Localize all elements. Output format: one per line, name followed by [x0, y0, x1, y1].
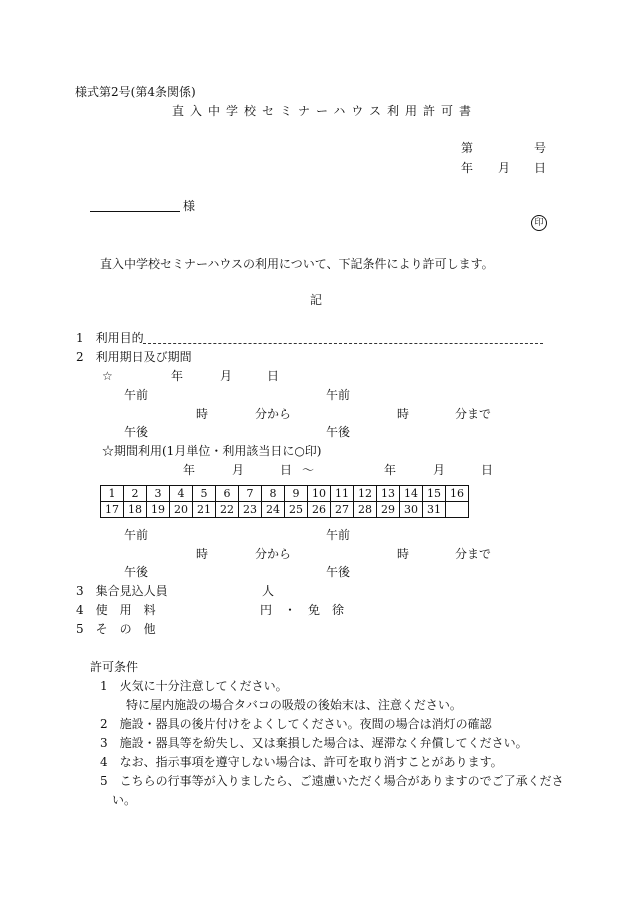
day-cell[interactable]: 31 [423, 502, 446, 518]
day-cell[interactable]: 12 [354, 486, 377, 502]
range-tilde: ～ [302, 463, 315, 477]
day-selection-table [100, 485, 469, 518]
hour-right-2: 時 [397, 547, 410, 561]
am-right-2: 午前 [326, 528, 351, 542]
people-unit: 人 [262, 584, 275, 598]
from-label-2: 分から [255, 547, 292, 561]
date-year: 年 [461, 161, 474, 175]
addressee-suffix: 様 [183, 199, 196, 213]
range-day-start: 日 [280, 463, 293, 477]
day-cell[interactable]: 6 [216, 486, 239, 502]
day-cell[interactable]: 19 [147, 502, 170, 518]
day-cell[interactable]: 3 [147, 486, 170, 502]
fee-unit: 円 ・ 免 徐 [260, 603, 345, 617]
condition-3: 3 施設・器具等を紛失し、又は棄損した場合は、遅滞なく弁償してください。 [100, 736, 528, 750]
single-year: 年 [171, 369, 184, 383]
number-suffix: 号 [534, 141, 547, 155]
days-row-2 [101, 502, 469, 518]
condition-4: 4 なお、指示事項を遵守しない場合は、許可を取り消すことがあります。 [100, 755, 503, 769]
pm-right-1: 午後 [326, 425, 351, 439]
range-year-start: 年 [183, 463, 196, 477]
addressee-blank [90, 197, 180, 212]
day-cell[interactable]: 27 [331, 502, 354, 518]
hour-left-2: 時 [196, 547, 209, 561]
day-cell[interactable]: 14 [400, 486, 423, 502]
document-title: 直入中学校セミナーハウス利用許可書 [172, 104, 478, 118]
day-cell[interactable]: 21 [193, 502, 216, 518]
pm-left-2: 午後 [124, 565, 149, 579]
day-cell[interactable]: 30 [400, 502, 423, 518]
pm-right-2: 午後 [326, 565, 351, 579]
day-cell[interactable] [446, 502, 469, 518]
day-cell[interactable]: 28 [354, 502, 377, 518]
day-cell[interactable]: 18 [124, 502, 147, 518]
until-label-1: 分まで [455, 407, 492, 421]
item-period-label: 2 利用期日及び期間 [76, 350, 192, 364]
day-cell[interactable]: 29 [377, 502, 400, 518]
date-day: 日 [534, 161, 547, 175]
day-cell[interactable]: 16 [446, 486, 469, 502]
intro-text: 直入中学校セミナーハウスの利用について、下記条件により許可します。 [100, 257, 494, 271]
range-month-end: 月 [433, 463, 446, 477]
day-cell[interactable]: 17 [101, 502, 124, 518]
pm-left-1: 午後 [124, 425, 149, 439]
item-people-label: 3 集合見込人員 [76, 584, 168, 598]
day-cell[interactable]: 26 [308, 502, 331, 518]
day-cell[interactable]: 7 [239, 486, 262, 502]
day-cell[interactable]: 10 [308, 486, 331, 502]
am-left-1: 午前 [124, 388, 149, 402]
range-day-end: 日 [481, 463, 494, 477]
range-year-end: 年 [384, 463, 397, 477]
single-day: 日 [267, 369, 280, 383]
period-use-label: ☆期間利用(1月単位・利用該当日に○印) [102, 444, 322, 458]
form-number: 様式第2号(第4条関係) [75, 85, 196, 99]
single-month: 月 [220, 369, 233, 383]
item-other-label: 5 そ の 他 [76, 622, 156, 636]
day-cell[interactable]: 22 [216, 502, 239, 518]
day-cell[interactable]: 24 [262, 502, 285, 518]
item-fee-label: 4 使 用 料 [76, 603, 156, 617]
day-cell[interactable]: 8 [262, 486, 285, 502]
days-row-1 [101, 486, 469, 502]
seal-mark: 印 [531, 215, 547, 231]
condition-2: 2 施設・器具の後片付けをよくしてください。夜間の場合は消灯の確認 [100, 717, 492, 731]
day-cell[interactable]: 13 [377, 486, 400, 502]
until-label-2: 分まで [455, 547, 492, 561]
day-cell[interactable]: 4 [170, 486, 193, 502]
purpose-line [143, 331, 543, 344]
day-cell[interactable]: 5 [193, 486, 216, 502]
condition-5: 5 こちらの行事等が入りましたら、ご遠慮いただく場合がありますのでご了承くださ [100, 774, 564, 788]
item-purpose-label: 1 利用目的 [76, 331, 144, 345]
am-left-2: 午前 [124, 528, 149, 542]
number-prefix: 第 [461, 141, 474, 155]
am-right-1: 午前 [326, 388, 351, 402]
range-month-start: 月 [232, 463, 245, 477]
condition-1: 1 火気に十分注意してください。 [100, 679, 288, 693]
condition-1-note: 特に屋内施設の場合タバコの吸殻の後始末は、注意ください。 [126, 698, 462, 712]
day-cell[interactable]: 1 [101, 486, 124, 502]
hour-left-1: 時 [196, 407, 209, 421]
day-cell[interactable]: 11 [331, 486, 354, 502]
day-cell[interactable]: 23 [239, 502, 262, 518]
day-cell[interactable]: 20 [170, 502, 193, 518]
star-mark: ☆ [102, 369, 113, 383]
conditions-heading: 許可条件 [90, 660, 139, 674]
day-cell[interactable]: 25 [285, 502, 308, 518]
date-month: 月 [498, 161, 511, 175]
day-cell[interactable]: 15 [423, 486, 446, 502]
from-label-1: 分から [255, 407, 292, 421]
ki-heading: 記 [310, 293, 323, 307]
day-cell[interactable]: 9 [285, 486, 308, 502]
day-cell[interactable]: 2 [124, 486, 147, 502]
condition-5-cont: い。 [112, 793, 137, 807]
hour-right-1: 時 [397, 407, 410, 421]
